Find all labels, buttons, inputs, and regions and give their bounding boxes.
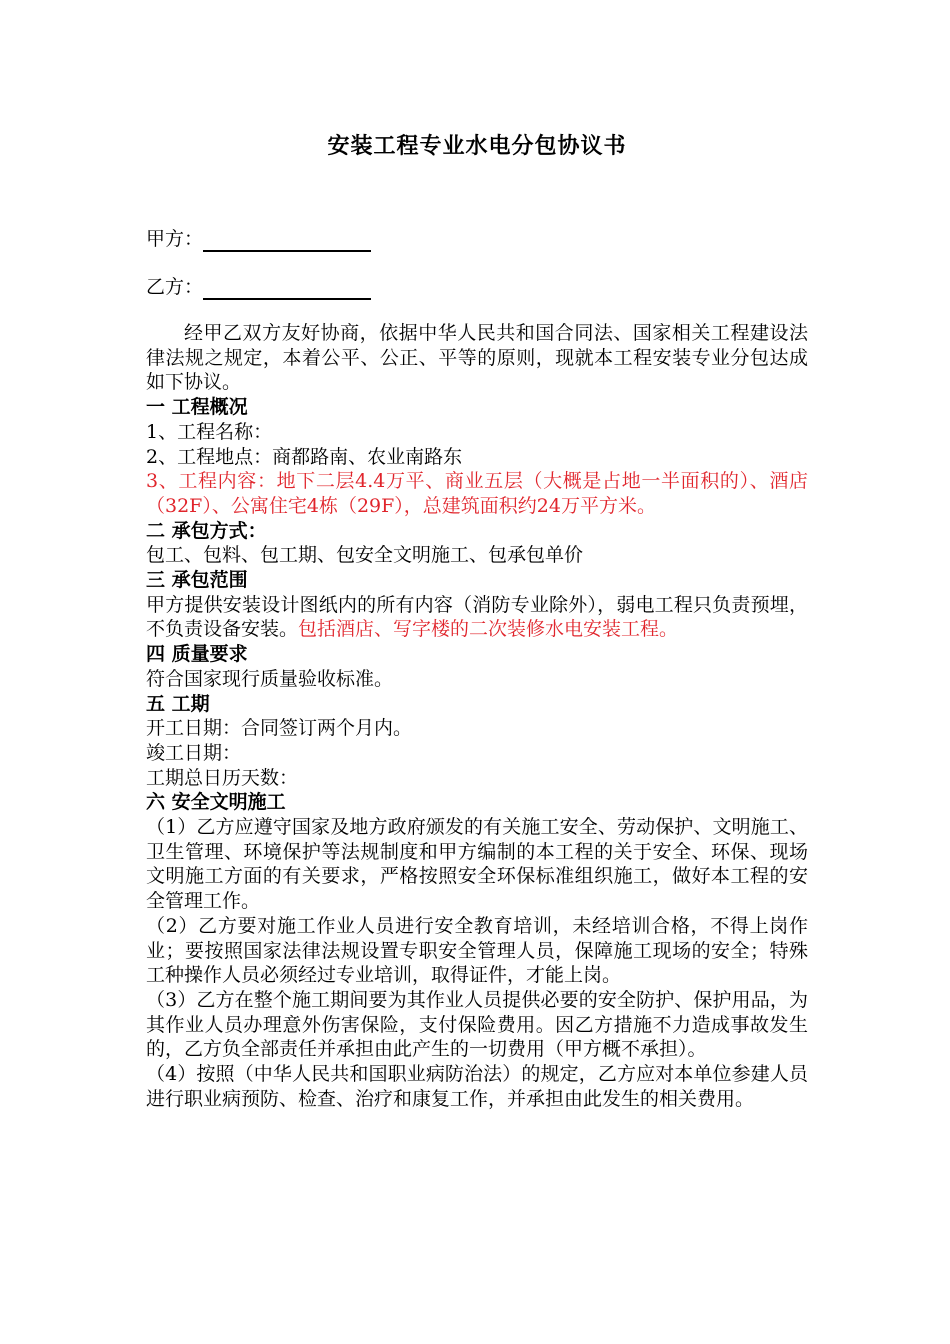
party-a-label: 甲方： [146,228,204,250]
party-b-line [146,274,371,300]
section-2-heading: 二 承包方式： [146,519,267,542]
safety-item: （2）乙方要对施工作业人员进行安全教育培训，未经培训合格，不得上岗作业；要按照国家法律法规设置专职安全管理人员，保障施工现场的安全；特殊工种操作人员必须经过专业培训，取得证件，才能上岗。 [146,914,808,987]
document-title: 安装工程专业水电分包协议书 [327,134,627,159]
safety-item: （4）按照（中华人民共和国职业病防治法）的规定，乙方应对本单位参建人员进行职业病预防、检查、治疗和康复工作，并承担由此发生的相关费用。 [146,1063,808,1110]
contract-scope-highlight: 包括酒店、写字楼的二次装修水电安装工程。 [298,618,679,641]
total-days: 工期总日历天数： [146,766,299,789]
section-5-heading: 五 工期 [146,692,210,715]
section-6-heading: 六 安全文明施工 [146,791,286,814]
project-name: 1、工程名称： [146,420,273,443]
section-4-heading: 四 质量要求 [146,643,248,666]
safety-item: （3）乙方在整个施工期间要为其作业人员提供必要的安全防护、保护用品，为其作业人员办理意外伤害保险，支付保险费用。因乙方措施不力造成事故发生的，乙方负全部责任并承担由此产生的一切费用（甲方概不承担）。 [146,988,808,1061]
party-b-blank [203,278,371,300]
contract-method: 包工、包料、包工期、包安全文明施工、包承包单价 [146,544,584,567]
section-3-heading: 三 承包范围 [146,569,248,592]
contract-scope-text: 甲方提供安装设计图纸内的所有内容（消防专业除外），弱电工程只负责预埋，不负责设备安装。 [146,593,808,641]
party-b-label: 乙方： [146,276,204,298]
contract-scope [146,593,808,642]
finish-date: 竣工日期： [146,741,242,764]
party-a-blank [203,230,371,252]
project-location: 2、工程地点：商都路南、农业南路东 [146,445,463,468]
quality-requirement: 符合国家现行质量验收标准。 [146,667,394,690]
section-1-heading: 一 工程概况 [146,396,248,419]
party-a-line [146,226,371,252]
project-content: 3、工程内容：地下二层4.4万平、商业五层（大概是占地一半面积的）、酒店（32F）、公寓住宅4栋（29F），总建筑面积约24万平方米。 [146,470,808,517]
safety-item: （1）乙方应遵守国家及地方政府颁发的有关施工安全、劳动保护、文明施工、卫生管理、环境保护等法规制度和甲方编制的本工程的关于安全、环保、现场文明施工方面的有关要求，严格按照安全环保标准组织施工，做好本工程的安全管理工作。 [146,816,808,913]
intro-paragraph: 经甲乙双方友好协商，依据中华人民共和国合同法、国家相关工程建设法律法规之规定，本着公平、公正、平等的原则，现就本工程安装专业分包达成如下协议。 [146,322,808,394]
agreement-body [146,321,808,1112]
start-date: 开工日期：合同签订两个月内。 [146,717,413,740]
